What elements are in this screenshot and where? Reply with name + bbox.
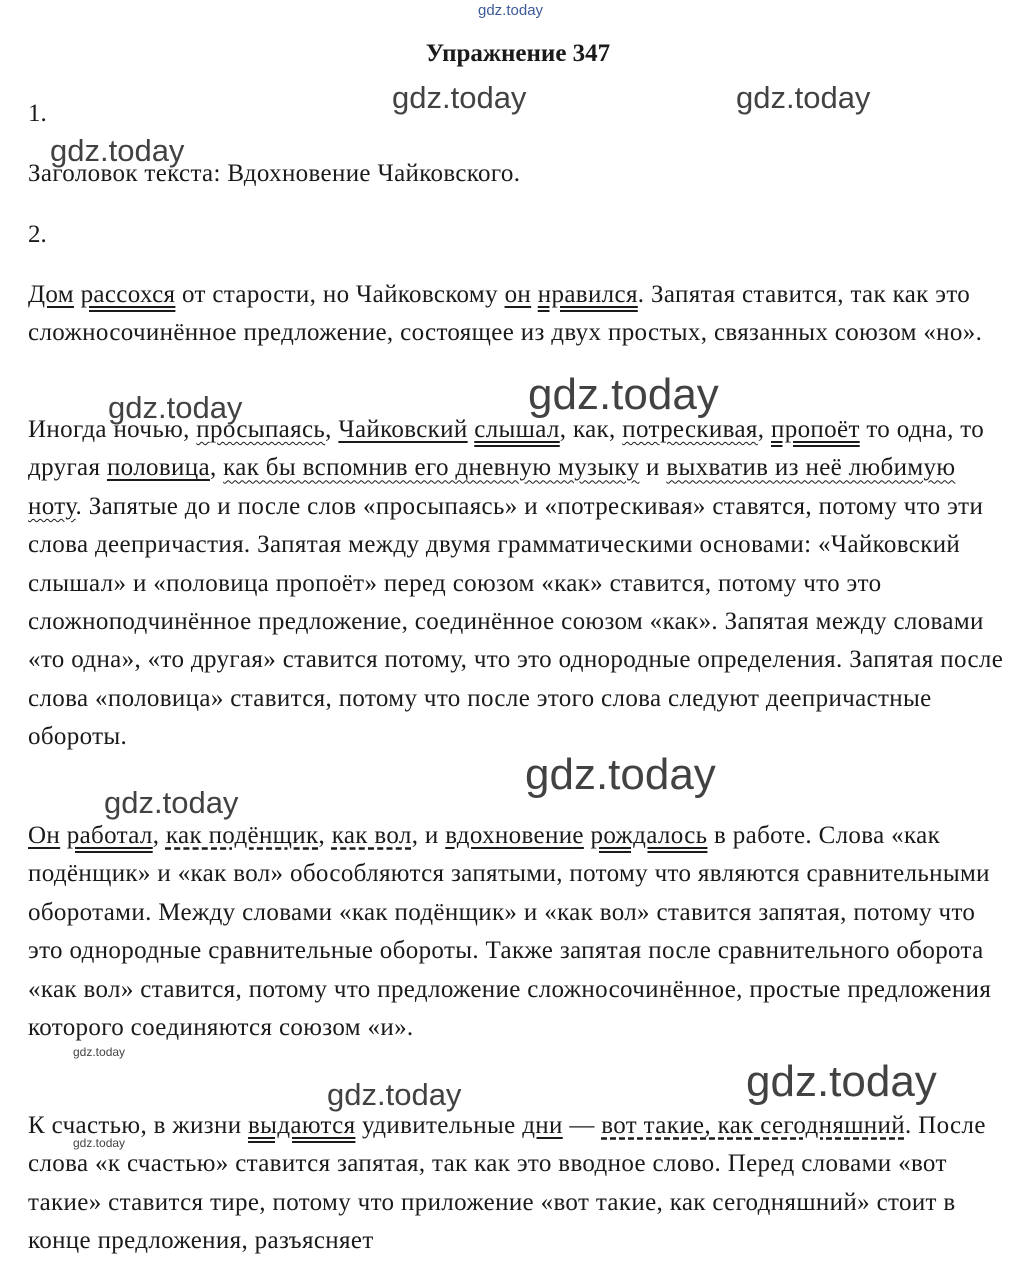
watermark: gdz.today [392,80,527,115]
watermark: gdz.today [73,1136,126,1150]
subject: вдохновение [445,822,584,849]
item-number-2: 2. [28,221,47,248]
participle: потрескивая [622,416,758,443]
participle-phrase: как бы вспомнив его дневную музыку [223,454,640,482]
watermark: gdz.today [327,1077,462,1112]
subject: половица [106,454,210,482]
watermark: gdz.today [73,1045,126,1059]
text: , как, [559,416,623,443]
watermark: gdz.today [525,750,716,799]
paragraph-3 [28,817,1008,1047]
text: в работе. Слова «как подёнщик» и «как вол» обособляются запятыми, потому что являются сравнительными оборотами. Между словами «как подёнщик» и «как вол» ставится запятая, потому что это однородные сравнительные обороты. Также запятая после сравнительного оборота «как вол» ставится, потому что предложение сложносочинённое, простые предложения которого соединяются союзом «и». [28,822,992,1042]
text: удивительные [355,1112,523,1139]
watermark: gdz.today [104,785,239,820]
text: . Запятая ставится, так как это сложносочинённое предложение, состоящее из двух простых, связанных союзом «но». [28,281,983,347]
watermark: gdz.today [528,370,719,419]
watermark: gdz.today [108,390,243,425]
text: Иногда ночью, [28,416,197,443]
subject: он [504,281,532,308]
paragraph-2 [28,411,1008,757]
text: . Запятые до и после слов «просыпаясь» и «потрескивая» ставятся, потому что эти слова деепричастия. Запятая между двумя грамматическими основами: «Чайковский слышал» и «половица пропоёт» перед союзом «как» ставится, потому что это сложноподчинённое предложение, соединённое союзом «как». Запятая между словами «то одна», «то другая» ставится потому, что это однородные определения. Запятая после слова «половица» ставится, потому что после этого слова следуют деепричастные обороты. [28,492,1004,751]
comparative-phrase: как подёнщик [165,822,319,849]
subject: Он [28,822,61,849]
text: то одна, то другая [28,416,985,482]
predicate: слышал [474,416,560,443]
text: — [562,1112,602,1139]
participle: просыпаясь [196,416,326,443]
subject: Чайковский [338,416,468,443]
text: , и [411,822,446,849]
subject: Дом [28,281,74,308]
predicate: рассохся [80,281,176,308]
watermark-top: gdz.today [478,2,544,19]
text: . После слова «к счастью» ставится запятая, так как это вводное слово. Перед словами «вот такие» ставится тире, потому что приложение «вот такие, как сегодняшний» стоит в конце предложения, разъясняет [28,1112,986,1255]
predicate: выдаются [248,1112,356,1139]
text [60,822,67,849]
comparative-phrase: как вол [331,822,412,849]
watermark: gdz.today [746,1057,937,1106]
predicate: работал [66,822,153,849]
text: , [325,416,339,443]
page-title: Упражнение 347 [425,40,611,67]
text: , [757,416,771,443]
predicate: нравился [537,281,638,308]
text: , [209,454,224,482]
subject: дни [522,1112,563,1139]
appositive-phrase: вот такие, как сегодняшний [601,1112,905,1139]
text-heading-line: Заголовок текста: Вдохновение Чайковского. [28,160,521,187]
text: К счастью, в жизни [28,1112,249,1139]
text: от старости, но Чайковскому [175,281,505,308]
predicate: пропоёт [770,416,860,443]
predicate: рождалось [590,822,708,849]
text: и [639,454,667,482]
text: , [152,822,166,849]
text: , [318,822,332,849]
watermark: gdz.today [736,80,871,115]
participle-phrase: выхватив из неё любимую ноту [28,454,956,520]
paragraph-1 [28,276,1008,353]
paragraph-4 [28,1107,1008,1261]
watermark: gdz.today [50,133,185,168]
item-number-1: 1. [28,100,47,127]
text [531,281,538,308]
